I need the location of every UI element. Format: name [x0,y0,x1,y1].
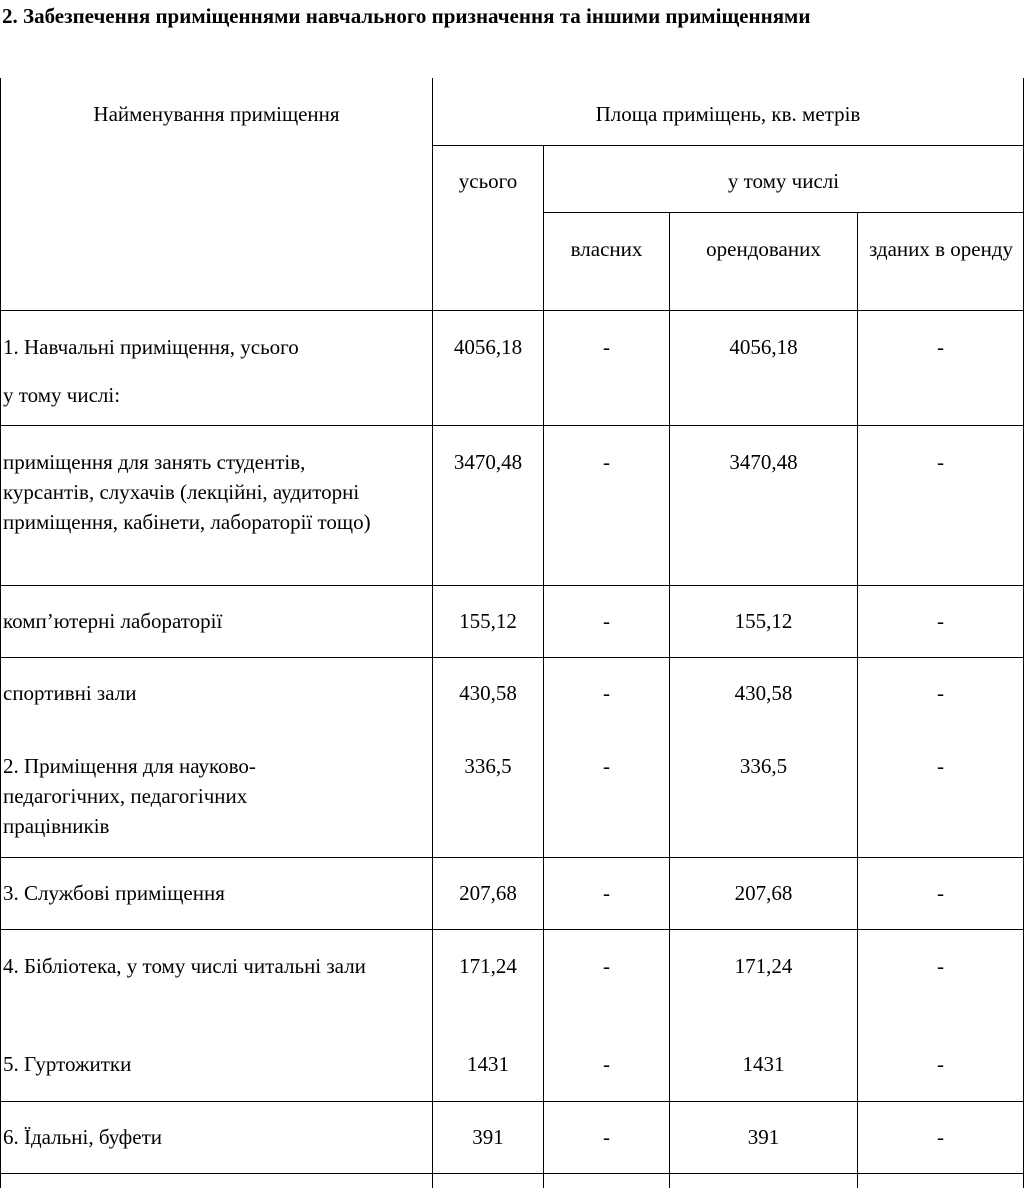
row-rented: 3470,48 [729,450,798,474]
row-own: - [603,881,610,905]
row-name: 6. Їдальні, буфети [3,1125,163,1149]
row-total: 207,68 [459,881,517,905]
table-rule [0,1173,1024,1174]
header-rented: орендованих [706,237,821,261]
header-total: усього [458,169,518,193]
header-room-name: Найменування приміщення [93,102,340,126]
table-rule [0,78,1,1188]
row-total: 430,58 [459,681,517,705]
row-leased-out: - [937,954,944,978]
row-own: - [603,754,610,778]
row-name: комп’ютерні лабораторії [3,609,223,633]
table-rule [1023,78,1024,1188]
header-including: у тому числі [727,169,840,193]
table-rule [543,212,1024,213]
table-rule [0,425,1024,426]
row-name: спортивні зали [3,681,137,705]
table-rule [432,145,1024,146]
table-rule [0,585,1024,586]
row-name-sub: у тому числі: [3,383,121,407]
row-leased-out: - [937,609,944,633]
row-name: 5. Гуртожитки [3,1052,132,1076]
row-own: - [603,681,610,705]
section-number: 2. [2,4,18,28]
row-leased-out: - [937,754,944,778]
row-leased-out: - [937,1125,944,1149]
row-total: 1431 [467,1052,509,1076]
row-total: 3470,48 [453,450,523,474]
row-leased-out: - [937,335,944,359]
row-total: 391 [472,1125,504,1149]
header-own: власних [570,237,643,261]
row-own: - [603,1125,610,1149]
row-rented: 336,5 [739,754,788,778]
header-leased-out: зданих в оренду [868,237,1014,261]
section-title: Забезпечення приміщеннями навчального призначення та іншими приміщеннями [23,4,811,28]
row-name: приміщення для занять студентів, курсантів, слухачів (лекційні, аудиторні приміщення, кабінети, лабораторії тощо) [3,450,371,534]
table-rule [0,857,1024,858]
row-rented: 171,24 [734,954,793,978]
table-rule [543,145,544,1188]
row-own: - [603,954,610,978]
table-rule [0,310,1024,311]
row-name: 2. Приміщення для науково-педагогічних, педагогічних працівників [3,754,256,838]
row-name: 1. Навчальні приміщення, усього [3,335,299,359]
table-rule [0,929,1024,930]
row-total: 336,5 [464,754,512,778]
row-leased-out: - [937,450,944,474]
row-rented: 155,12 [734,609,793,633]
row-own: - [603,1052,610,1076]
row-total: 155,12 [459,609,517,633]
row-own: - [603,450,610,474]
row-rented: 1431 [742,1052,785,1076]
header-area-group: Площа приміщень, кв. метрів [595,102,861,126]
row-own: - [603,335,610,359]
row-total: 4056,18 [453,335,523,359]
row-leased-out: - [937,1052,944,1076]
table-rule [0,657,1024,658]
row-name: 4. Бібліотека, у тому числі читальні зали [3,954,366,978]
table-rule [0,1101,1024,1102]
row-leased-out: - [937,681,944,705]
row-rented: 207,68 [734,881,793,905]
section-heading [2,2,1024,31]
row-rented: 4056,18 [729,335,798,359]
row-own: - [603,609,610,633]
row-rented: 430,58 [734,681,793,705]
row-total: 171,24 [459,954,517,978]
row-rented: 391 [747,1125,780,1149]
row-name: 3. Службові приміщення [3,881,225,905]
row-leased-out: - [937,881,944,905]
